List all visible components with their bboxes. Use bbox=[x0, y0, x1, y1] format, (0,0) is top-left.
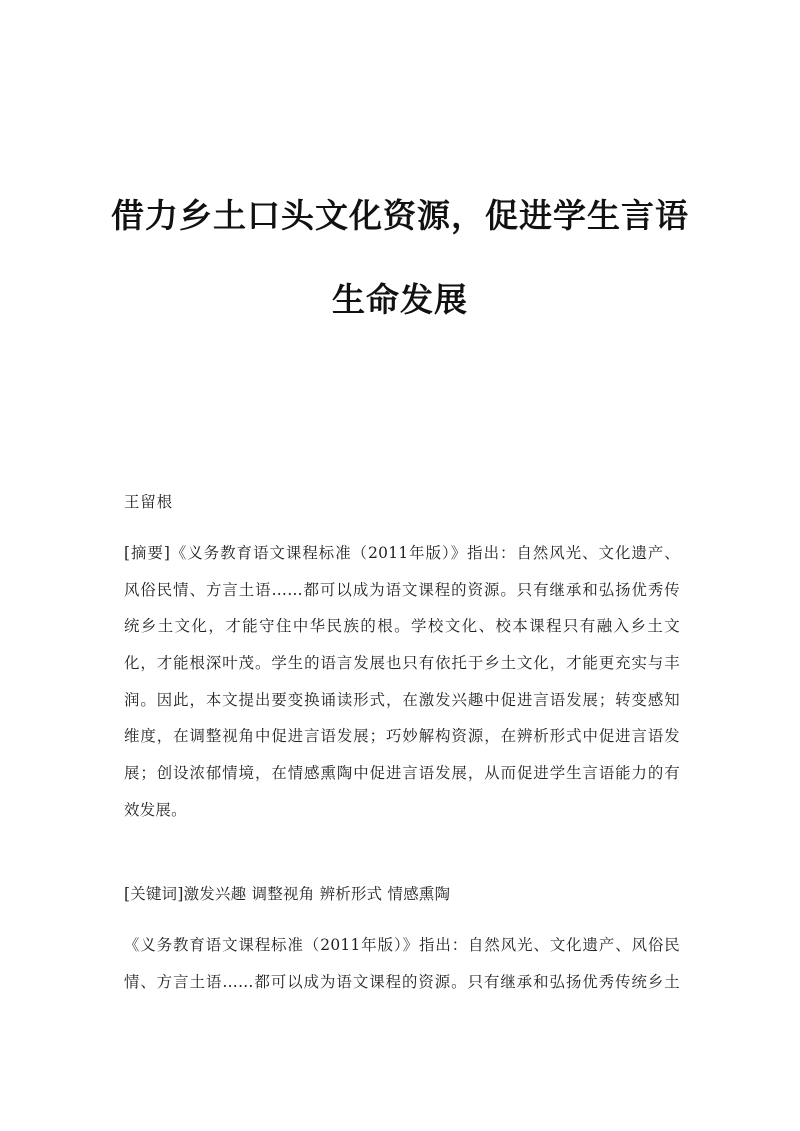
body-line: 《义务教育语文课程标准（2011年版）》指出：自然风光、文化遗产、风俗民 bbox=[124, 936, 680, 954]
abstract-line: [摘要]《义务教育语文课程标准（2011年版）》指出：自然风光、文化遗产、 bbox=[124, 544, 680, 562]
abstract-line: 风俗民情、方言土语……都可以成为语文课程的资源。只有继承和弘扬优秀传 bbox=[124, 580, 680, 599]
abstract-line: 统乡土文化，才能守住中华民族的根。学校文化、校本课程只有融入乡土文 bbox=[124, 617, 680, 636]
document-title-line-2: 生命发展 bbox=[332, 280, 468, 319]
abstract-line: 维度，在调整视角中促进言语发展；巧妙解构资源，在辨析形式中促进言语发 bbox=[124, 727, 680, 746]
author-name: 王留根 bbox=[124, 493, 174, 511]
keywords-line bbox=[124, 884, 680, 921]
body-paragraph bbox=[124, 935, 680, 1008]
abstract-line: 效发展。 bbox=[124, 800, 187, 819]
abstract-line: 化，才能根深叶茂。学生的语言发展也只有依托于乡土文化，才能更充实与丰 bbox=[124, 654, 680, 673]
body-line: 情、方言土语……都可以成为语文课程的资源。只有继承和弘扬优秀传统乡土 bbox=[124, 972, 680, 991]
abstract-line: 润。因此，本文提出要变换诵读形式，在激发兴趣中促进言语发展；转变感知 bbox=[124, 690, 680, 709]
keywords-text: [关键词]激发兴趣 调整视角 辨析形式 情感熏陶 bbox=[124, 885, 451, 903]
abstract-line: 展；创设浓郁情境，在情感熏陶中促进言语发展，从而促进学生言语能力的有 bbox=[124, 764, 680, 783]
document-title-line-1: 借力乡土口头文化资源，促进学生言语 bbox=[111, 196, 689, 235]
abstract-paragraph bbox=[124, 543, 680, 837]
